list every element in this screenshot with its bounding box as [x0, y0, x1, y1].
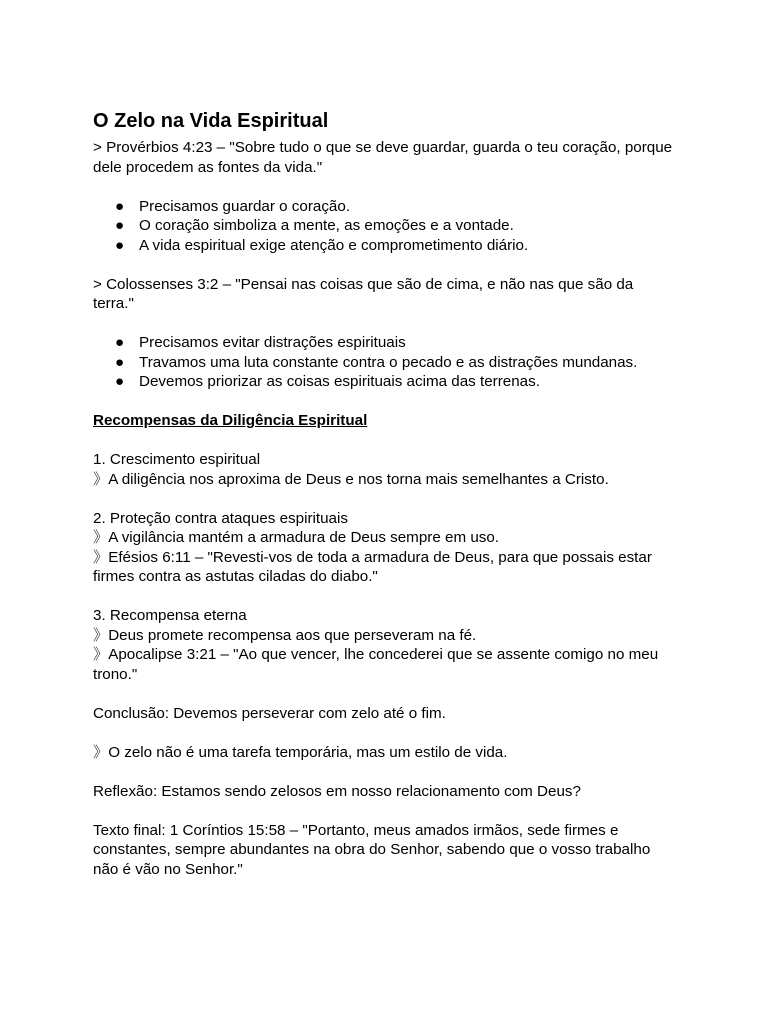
conclusion-text: Conclusão: Devemos perseverar com zelo até o fim. [93, 704, 446, 722]
bullet-icon: ● [115, 373, 125, 390]
final-text: Texto final: 1 Coríntios 15:58 – "Portanto, meus amados irmãos, sede firmes e constantes, sempre abundantes na obra do Senhor, sabendo que o vosso trabalho não é vão no Senhor." [93, 821, 651, 878]
zeal-note: 》O zelo não é uma tarefa temporária, mas um estilo de vida. [93, 743, 508, 761]
list-item-text: Precisamos evitar distrações espirituais [139, 334, 406, 351]
list-item-text: Travamos uma luta constante contra o pecado e as distrações mundanas. [139, 353, 638, 371]
reward-line: 》A vigilância mantém a armadura de Deus sempre em uso. [93, 529, 500, 546]
reflection-text: Reflexão: Estamos sendo zelosos em nosso relacionamento com Deus? [93, 782, 581, 800]
list-item [115, 353, 678, 373]
reward-title: 3. Recompensa eterna [93, 607, 247, 624]
bullet-list-2 [93, 333, 678, 392]
reward-line: 》Efésios 6:11 – "Revesti-vos de toda a armadura de Deus, para que possais estar firmes contra as astutas ciladas do diabo." [93, 548, 652, 585]
spacer [93, 723, 678, 743]
spacer [93, 177, 678, 197]
bullet-list-1 [93, 197, 678, 256]
list-item-text: A vida espiritual exige atenção e comprometimento diário. [139, 236, 529, 254]
list-item [115, 197, 678, 217]
spacer [93, 801, 678, 821]
bullet-icon: ● [115, 334, 125, 351]
reward-line: 》Deus promete recompensa aos que perseveram na fé. [93, 626, 477, 644]
reward-title: 2. Proteção contra ataques espirituais [93, 509, 348, 527]
spacer [93, 684, 678, 704]
list-item [115, 372, 678, 392]
list-item-text: O coração simboliza a mente, as emoções e a vontade. [139, 217, 514, 234]
list-item [115, 216, 678, 236]
rewards-heading: Recompensas da Diligência Espiritual [93, 412, 368, 429]
spacer [93, 762, 678, 782]
spacer [93, 392, 678, 412]
list-item [115, 333, 678, 353]
reward-line: 》Apocalipse 3:21 – "Ao que vencer, lhe concederei que se assente comigo no meu trono." [93, 646, 659, 683]
list-item [115, 236, 678, 256]
reward-title: 1. Crescimento espiritual [93, 451, 261, 468]
bullet-icon: ● [115, 217, 125, 234]
bullet-icon: ● [115, 197, 125, 215]
bullet-icon: ● [115, 236, 125, 254]
bullet-icon: ● [115, 353, 125, 371]
document-title: O Zelo na Vida Espiritual [93, 110, 329, 132]
spacer [93, 255, 678, 275]
list-item-text: Precisamos guardar o coração. [139, 197, 351, 215]
verse-proverbios: > Provérbios 4:23 – "Sobre tudo o que se deve guardar, guarda o teu coração, porque dele procedem as fontes da vida." [93, 139, 673, 176]
spacer [93, 587, 678, 607]
verse-colossenses: > Colossenses 3:2 – "Pensai nas coisas que são de cima, e não nas que são da terra." [93, 275, 634, 312]
reward-line: 》A diligência nos aproxima de Deus e nos torna mais semelhantes a Cristo. [93, 470, 609, 488]
spacer [93, 489, 678, 509]
list-item-text: Devemos priorizar as coisas espirituais acima das terrenas. [139, 373, 540, 390]
spacer [93, 431, 678, 451]
spacer [93, 314, 678, 334]
